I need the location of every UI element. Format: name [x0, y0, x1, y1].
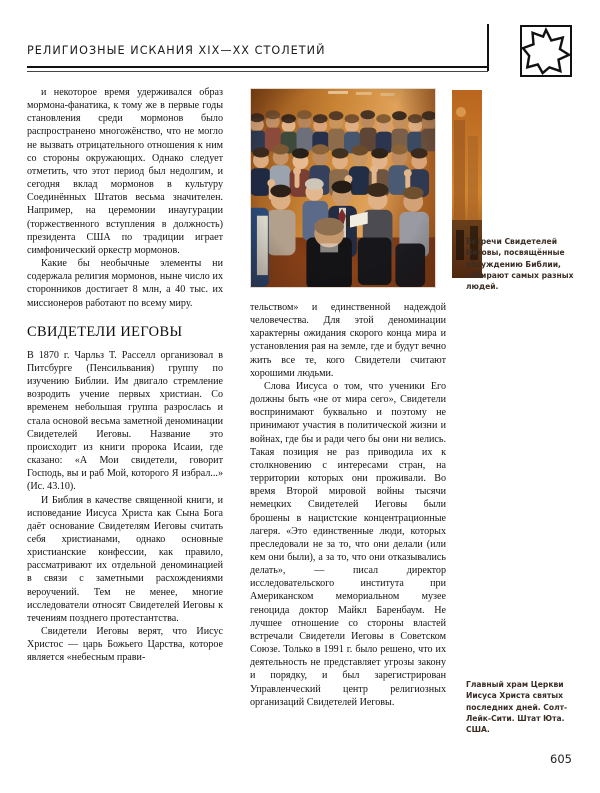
paragraph: тельством» и единственной надеждой человечества. Для этой деноминации характерны ожидания скорого конца мира и установления рая на земле, где и будут вечно жить все те, кого Свидетели считают хорошими людьми. [250, 302, 446, 379]
paragraph: Какие бы необычные элементы ни содержала религия мормонов, ныне число их сторонников достигает 8 млн, а 40 тыс. их миссионеров работают по всему миру. [27, 258, 223, 309]
running-head: РЕЛИГИОЗНЫЕ ИСКАНИЯ XIX—XX СТОЛЕТИЙ [27, 44, 326, 57]
page-number: 605 [550, 752, 572, 766]
paragraph: и некоторое время удерживался образ мормона-фанатика, к тому же в первые годы становления среди мормонов было распространено многожёнство, что не могло не вызвать отрицательного отношения к ним со стороны окружающих. Однако следует отметить, что этот период был недолгим, и сегодня вклад мормонов в культуру Соединённых Штатов весьма значителен. Например, на церемонии инаугурации (торжественного вступления в должность) президента США по традиции играет симфонический оркестр мормонов. [27, 87, 223, 256]
body-column-right [250, 301, 446, 709]
caption-congregation-meeting: Встречи Свидетелей Иеговы, посвящённые обсуждению Библии, собирают самых разных людей. [466, 237, 574, 292]
section-heading-jehovahs-witnesses: СВИДЕТЕЛИ ИЕГОВЫ [27, 323, 183, 340]
body-column-left [27, 86, 223, 665]
header-rule-thin [27, 71, 488, 72]
caption-mormon-temple: Главный храм Церкви Иисуса Христа святых последних дней. Солт-Лейк-Сити. Штат Юта. США. [466, 680, 568, 735]
paragraph: Свидетели Иеговы верят, что Иисус Христос — царь Божьего Царства, которое является «небесным прави- [27, 626, 223, 664]
paragraph: Слова Иисуса о том, что ученики Его должны быть «не от мира сего», Свидетели воспринимают буквально и поэтому не принимают участия в политической жизни и войнах, где бы и ради чего бы они ни велись. Такая позиция не раз приводила их к столкновению с интересами стран, на территории которых они проживали. Во время Второй мировой войны тысячи немецких Свидетелей Иеговы были брошены в нацистские концентрационные лагеря. «Это единственные люди, которых преследовали не за то, что они делали (или кем они были), а за то, что они отказывались делать», — писал директор исследовательского института при Американском мемориальном музее геноцида доктор Майкл Баренбаум. Не лучшее отношение со стороны властей встречали Свидетели Иеговы в Советском Союзе. Только в 1991 г. было решено, что их деятельность не представляет угрозы закону и порядку, и был зарегистрирован Управленческий центр религиозных организаций Свидетелей Иеговы. [250, 380, 446, 708]
eight-point-star-icon [520, 25, 572, 77]
header-rule-thick [27, 66, 488, 68]
paragraph: В 1870 г. Чарльз Т. Расселл организовал в Питсбурге (Пенсильвания) группу по изучению Библии. Им двигало стремление возродить учение первых христиан. Со временем небольшая группа разрослась и стала основой весьма заметной деноминации Свидетелей Иеговы. Название это происходит из книги пророка Исаии, где сказано: «А Мои свидетели, говорит Господь, вы и раб Мой, которого Я избрал...» (Ис. 43.10). [27, 349, 223, 493]
page-header [0, 0, 600, 80]
paragraph: И Библия в качестве священной книги, и исповедание Иисуса Христа как Сына Бога даёт основание Свидетелям Иеговы считать себя христианами, однако основные христианские конфессии, как правило, рассматривают их отдельной деноминацией в связи с заметными расхождениями вероучений. Тем не менее, многие исследователи относят Свидетелей Иеговы к течениям позднего протестантства. [27, 494, 223, 624]
header-rule-riser [487, 24, 489, 71]
congregation-meeting-photo [250, 88, 436, 288]
